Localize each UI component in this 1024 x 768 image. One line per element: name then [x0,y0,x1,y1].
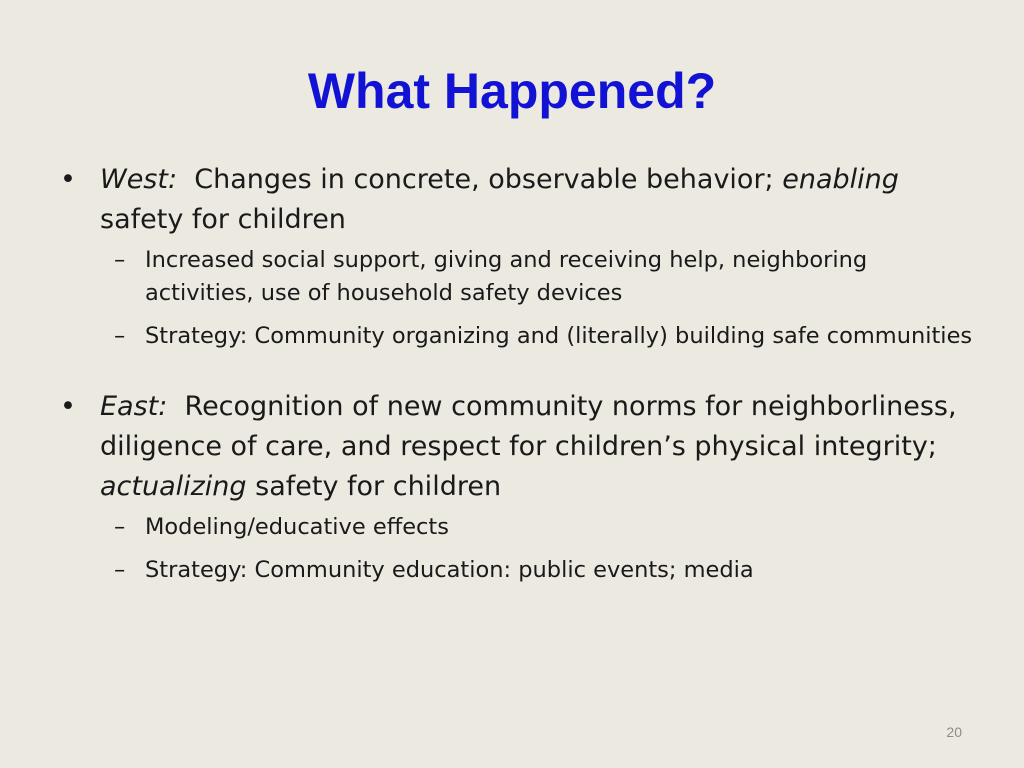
bullet-east [56,387,976,507]
west-subpoint-text: Strategy: Community organizing and (literally) building safe communities [145,323,973,349]
dash-icon: – [114,247,126,273]
west-text-2: safety for children [100,204,346,235]
bullet-west [56,160,976,240]
west-subpoint [56,320,976,353]
east-subpoint-text: Strategy: Community education: public events; media [145,557,754,583]
east-label: East: [100,391,168,422]
east-text-2: safety for children [246,471,502,502]
dash-icon: – [114,323,126,349]
west-text-1: Changes in concrete, observable behavior; [177,164,783,195]
west-emphasis: enabling [782,164,899,195]
slide-content [56,160,976,587]
west-subpoint-text: Increased social support, giving and receiving help, neighboring activities, use of household safety devices [145,247,868,306]
west-subpoint [56,244,976,310]
bullet-icon: • [60,164,76,195]
slide-title: What Happened? [307,63,717,119]
east-subpoint [56,511,976,544]
east-emphasis: actualizing [100,471,247,502]
west-label: West: [100,164,178,195]
dash-icon: – [114,514,126,540]
dash-icon: – [114,557,126,583]
east-text-1: Recognition of new community norms for neighborliness, diligence of care, and respect for children’s physical integrity; [100,391,966,462]
east-subpoint [56,554,976,587]
east-subpoint-text: Modeling/educative effects [145,514,449,540]
bullet-icon: • [60,391,76,422]
page-number: 20 [946,724,962,740]
